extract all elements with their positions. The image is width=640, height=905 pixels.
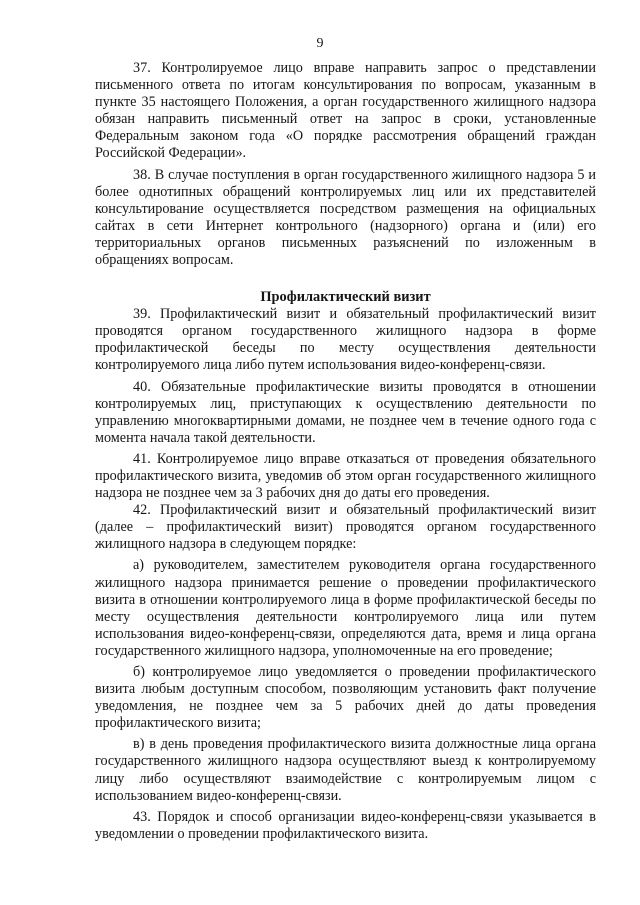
paragraph-38: 38. В случае поступления в орган государственного жилищного надзора 5 и более однотипных обращений контролируемых лиц или их представителей консультирование осуществляется посредством размещения на официальных сайтах в сети Интернет контрольного (надзорного) органа и (или) его территориальных органов письменных разъяснений по изложенным в обращениях вопросам.: [95, 166, 596, 269]
paragraph-40: 40. Обязательные профилактические визиты проводятся в отношении контролируемых лиц, приступающих к осуществлению деятельности по управлению многоквартирными домами, не позднее чем в течение одного года с момента начала такой деятельности.: [95, 378, 596, 446]
paragraph-42: 42. Профилактический визит и обязательный профилактический визит (далее – профилактический визит) проводятся органом государственного жилищного надзора в следующем порядке:: [95, 502, 596, 553]
paragraph-42-c: в) в день проведения профилактического визита должностные лица органа государственного жилищного надзора осуществляют выезд к контролируемому лицу либо осуществляют взаимодействие с контролируемым лицом с использованием видео-конференц-связи.: [95, 736, 596, 804]
paragraph-42-a: а) руководителем, заместителем руководителя органа государственного жилищного надзора принимается решение о проведении профилактического визита в отношении контролируемого лица в форме профилактической беседы по месту осуществления деятельности контролируемого лица или путем использования видео-конференц-связи, определяются дата, время и лица органа государственного жилищного надзора, уполномоченные на его проведение;: [95, 557, 596, 659]
document-body: [95, 60, 596, 843]
paragraph-41: 41. Контролируемое лицо вправе отказаться от проведения обязательного профилактического визита, уведомив об этом орган государственного жилищного надзора не позднее чем за 3 рабочих дня до даты его проведения.: [95, 450, 596, 502]
paragraph-43: 43. Порядок и способ организации видео-конференц-связи указывается в уведомлении о проведении профилактического визита.: [95, 808, 596, 842]
section-heading: Профилактический визит: [260, 289, 431, 306]
paragraph-39: 39. Профилактический визит и обязательный профилактический визит проводятся органом государственного жилищного надзора в форме профилактической беседы по месту осуществления деятельности контролируемого лица либо путем использования видео-конференц-связи.: [95, 306, 596, 374]
paragraph-42-b: б) контролируемое лицо уведомляется о проведении профилактического визита любым доступным способом, позволяющим установить факт получение уведомления, не позднее чем за 5 рабочих дней до даты проведения профилактического визита;: [95, 664, 596, 732]
paragraph-37: 37. Контролируемое лицо вправе направить запрос о представлении письменного ответа по итогам консультирования по вопросам, указанным в пункте 35 настоящего Положения, а орган государственного жилищного надзора обязан направить письменный ответ на запрос в сроки, установленные Федеральным законом года «О порядке рассмотрения обращений граждан Российской Федерации».: [95, 60, 596, 162]
page-number: 9: [316, 36, 324, 51]
